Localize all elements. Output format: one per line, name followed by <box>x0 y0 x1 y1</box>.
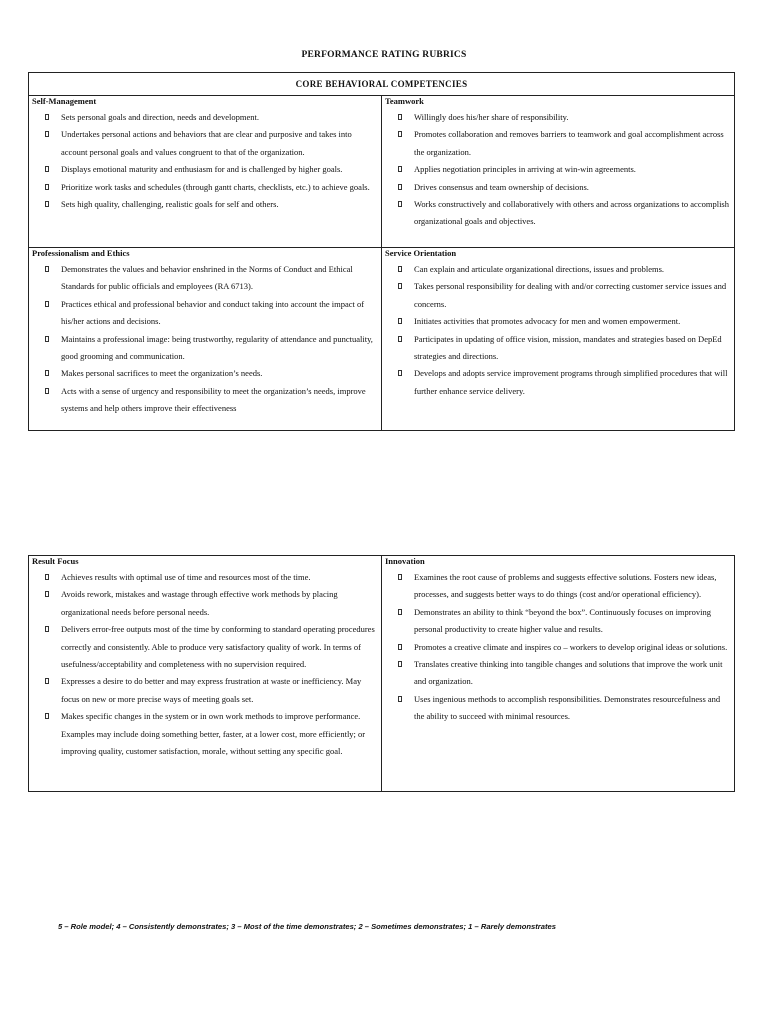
checkbox-icon <box>45 591 49 597</box>
competency-item <box>385 126 731 161</box>
competency-item <box>32 196 378 213</box>
competency-item <box>32 673 378 708</box>
result-focus-title: Result Focus <box>32 556 79 566</box>
teamwork-title: Teamwork <box>385 96 424 106</box>
self-management-title: Self-Management <box>32 96 97 106</box>
checkbox-icon <box>45 388 49 394</box>
checkbox-icon <box>45 713 49 719</box>
checkbox-icon <box>398 644 402 650</box>
checkbox-icon <box>45 574 49 580</box>
competency-item <box>385 656 731 691</box>
competency-item-text: Acts with a sense of urgency and responsibility to meet the organization’s needs, improve systems and help others improve their effectiveness <box>61 385 366 414</box>
self-management-cell <box>29 96 382 248</box>
checkbox-icon <box>45 201 49 207</box>
competency-item-text: Initiates activities that promotes advocacy for men and women empowerment. <box>414 316 681 327</box>
service-orientation-cell <box>382 248 735 431</box>
competency-item <box>385 313 731 330</box>
teamwork-list <box>385 109 731 231</box>
competency-item <box>32 365 378 382</box>
competency-item <box>32 296 378 331</box>
checkbox-icon <box>45 370 49 376</box>
self-management-list <box>32 109 378 213</box>
competency-item <box>385 196 731 231</box>
result-focus-cell <box>29 556 382 792</box>
competency-item <box>385 161 731 178</box>
competency-item-text: Takes personal responsibility for dealing with and/or correcting customer service issues and concerns. <box>414 281 727 309</box>
competency-item-text: Translates creative thinking into tangible changes and solutions that improve the work unit and organization. <box>414 659 723 687</box>
competency-item-text: Maintains a professional image: being trustworthy, regularity of attendance and punctuality, good grooming and communication. <box>61 333 373 362</box>
checkbox-icon <box>45 301 49 307</box>
checkbox-icon <box>45 166 49 172</box>
checkbox-icon <box>398 131 402 137</box>
checkbox-icon <box>45 114 49 120</box>
competency-item <box>32 383 378 418</box>
rating-scale-footer: 5 – Role model; 4 – Consistently demonstrates; 3 – Most of the time demonstrates; 2 – Sometimes demonstrates; 1 – Rarely demonstrates <box>58 922 556 931</box>
competency-item-text: Expresses a desire to do better and may express frustration at waste or inefficiency. May focus on new or more precise ways of meeting goals set. <box>61 676 362 704</box>
competency-item <box>32 331 378 366</box>
core-competencies-heading: CORE BEHAVIORAL COMPETENCIES <box>29 73 735 96</box>
professionalism-cell <box>29 248 382 431</box>
competency-item <box>385 278 731 313</box>
professionalism-title: Professionalism and Ethics <box>32 248 130 258</box>
checkbox-icon <box>398 166 402 172</box>
competency-item <box>385 179 731 196</box>
competency-item <box>32 261 378 296</box>
result-focus-list <box>32 569 378 760</box>
competency-item <box>32 179 378 196</box>
competency-item-text: Prioritize work tasks and schedules (through gantt charts, checklists, etc.) to achieve goals. <box>61 181 370 192</box>
service-orientation-title: Service Orientation <box>385 248 457 258</box>
competency-item-text: Practices ethical and professional behavior and conduct taking into account the impact of his/her actions and decisions. <box>61 298 365 327</box>
checkbox-icon <box>398 661 402 667</box>
competency-item <box>385 691 731 726</box>
competency-item-text: Displays emotional maturity and enthusiasm for and is challenged by higher goals. <box>61 164 343 175</box>
professionalism-list <box>32 261 378 418</box>
checkbox-icon <box>398 318 402 324</box>
checkbox-icon <box>398 336 402 342</box>
competency-item-text: Applies negotiation principles in arriving at win-win agreements. <box>414 164 636 175</box>
competency-item <box>32 708 378 760</box>
competency-item-text: Makes personal sacrifices to meet the organization’s needs. <box>61 368 263 379</box>
competency-item <box>32 126 378 161</box>
competency-item <box>385 365 731 400</box>
core-competencies-table <box>28 72 735 431</box>
teamwork-cell <box>382 96 735 248</box>
competency-item <box>32 161 378 178</box>
competency-item-text: Develops and adopts service improvement programs through simplified procedures that will further enhance service delivery. <box>414 368 728 396</box>
competency-item-text: Drives consensus and team ownership of decisions. <box>414 181 589 192</box>
competency-item-text: Promotes collaboration and removes barriers to teamwork and goal accomplishment across the organization. <box>414 129 724 157</box>
checkbox-icon <box>398 574 402 580</box>
checkbox-icon <box>45 678 49 684</box>
competency-item <box>32 109 378 126</box>
checkbox-icon <box>398 609 402 615</box>
competency-item-text: Sets high quality, challenging, realistic goals for self and others. <box>61 199 279 210</box>
document-title: PERFORMANCE RATING RUBRICS <box>301 50 467 60</box>
competency-item-text: Can explain and articulate organizational directions, issues and problems. <box>414 264 665 274</box>
checkbox-icon <box>398 696 402 702</box>
competency-item <box>32 569 378 586</box>
competency-item <box>385 569 731 604</box>
competency-item <box>385 109 731 126</box>
innovation-title: Innovation <box>385 556 425 566</box>
competency-item-text: Avoids rework, mistakes and wastage through effective work methods by placing organizational needs before personal needs. <box>61 589 338 617</box>
competency-item-text: Achieves results with optimal use of time and resources most of the time. <box>61 572 311 582</box>
competency-item <box>32 586 378 621</box>
competency-item-text: Demonstrates the values and behavior enshrined in the Norms of Conduct and Ethical Standards for public officials and employees (RA 6713). <box>61 264 353 292</box>
competency-item-text: Works constructively and collaboratively with others and across organizations to accomplish organizational goals and objectives. <box>414 199 729 227</box>
competency-item <box>32 621 378 673</box>
innovation-list <box>385 569 731 726</box>
result-innovation-table <box>28 555 735 792</box>
competency-item-text: Promotes a creative climate and inspires co – workers to develop original ideas or solutions. <box>414 641 728 652</box>
competency-item <box>385 331 731 366</box>
checkbox-icon <box>45 266 49 272</box>
competency-item-text: Participates in updating of office vision, mission, mandates and strategies based on DepEd strategies and directions. <box>414 333 722 362</box>
checkbox-icon <box>398 266 402 272</box>
checkbox-icon <box>45 336 49 342</box>
checkbox-icon <box>45 184 49 190</box>
checkbox-icon <box>398 114 402 120</box>
competency-item-text: Delivers error-free outputs most of the time by conforming to standard operating procedures correctly and consistently. Able to produce very satisfactory quality of work. In terms of usefulness/acceptability and completeness with no supervision required. <box>61 624 375 670</box>
competency-item-text: Sets personal goals and direction, needs and development. <box>61 112 260 122</box>
competency-item-text: Uses ingenious methods to accomplish responsibilities. Demonstrates resourcefulness and the ability to succeed with minimal resources. <box>414 693 721 722</box>
competency-item-text: Makes specific changes in the system or in own work methods to improve performance. Examples may include doing something better, faster, at a lower cost, more efficiently; or improving quality, customer satisfaction, morale, without setting any specific goal. <box>61 711 366 757</box>
checkbox-icon <box>45 626 49 632</box>
competency-item-text: Undertakes personal actions and behaviors that are clear and purposive and takes into account personal goals and values congruent to that of the organization. <box>61 129 352 157</box>
competency-item-text: Examines the root cause of problems and suggests effective solutions. Fosters new ideas, processes, and suggests better ways to do things (cost and/or operational efficiency). <box>414 572 717 600</box>
service-orientation-list <box>385 261 731 400</box>
checkbox-icon <box>398 184 402 190</box>
checkbox-icon <box>398 201 402 207</box>
competency-item <box>385 639 731 656</box>
checkbox-icon <box>398 283 402 289</box>
competency-item-text: Demonstrates an ability to think “beyond the box”. Continuously focuses on improving personal productivity to create higher value and results. <box>414 606 711 635</box>
competency-item <box>385 604 731 639</box>
checkbox-icon <box>45 131 49 137</box>
innovation-cell <box>382 556 735 792</box>
checkbox-icon <box>398 370 402 376</box>
competency-item-text: Willingly does his/her share of responsibility. <box>414 112 569 122</box>
competency-item <box>385 261 731 278</box>
